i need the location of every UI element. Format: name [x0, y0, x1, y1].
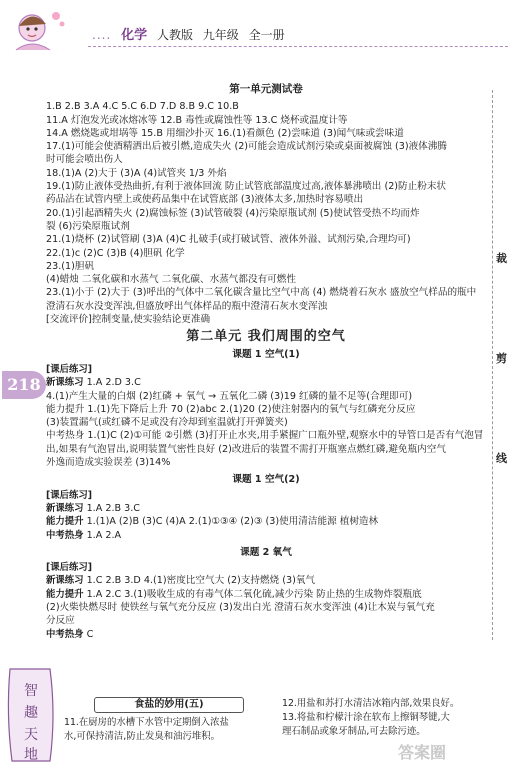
- answer-line: [46, 403, 486, 416]
- answer-text: 出,如果有气泡冒出,说明装置气密性良好 (2)改进后的装置不需打开瓶塞点燃红磷,避免瓶内空气: [46, 443, 446, 455]
- tip-box-right: [282, 697, 492, 739]
- decorative-calligraphy-icon: [4, 665, 58, 765]
- answer-line: [46, 416, 486, 429]
- answer-line: [46, 376, 486, 389]
- answer-line: 时可能会喷出伤人: [46, 154, 123, 166]
- cartoon-girl-illustration-icon: [8, 6, 68, 56]
- page-number: 218: [2, 371, 46, 399]
- header-grade: 九年级: [202, 28, 239, 42]
- section-tag: 能力提升: [46, 588, 84, 600]
- header-volume: 全一册: [248, 28, 285, 42]
- answer-line: 14.A 燃烧匙或坩埚等 15.B 用细沙扑灭 16.(1)看颜色 (2)尝味道 (3)闻气味或尝味道: [46, 127, 404, 139]
- answer-line: [46, 628, 486, 641]
- section-tag: [课后练习]: [46, 489, 93, 501]
- answer-line: 18.(1)A (2)大于 (3)A (4)试管夹 1/3 外焰: [46, 167, 227, 179]
- unit1-test-title: 第一单元测试卷: [229, 83, 303, 95]
- answer-content: [46, 80, 486, 641]
- answer-line: [46, 443, 486, 456]
- answer-text: 1.C 2.B 3.D 4.(1)密度比空气大 (2)支持燃烧 (3)氧气: [86, 575, 316, 587]
- answer-line: (4)蜡烛 二氧化碳和水蒸气 二氧化碳、水蒸气都没有可燃性: [46, 274, 296, 286]
- header-edition: 人教版: [156, 28, 193, 42]
- cut-label-2: 剪: [496, 352, 507, 365]
- answer-text: 外逸而造成实验误差 (3)14%: [46, 457, 171, 469]
- tip-line: 水,可保持清洁,防止发臭和油污堆积。: [64, 731, 220, 742]
- answer-line: [交流评价]控制变量,使实验结论更准确: [46, 314, 211, 326]
- answer-line: 21.(1)烧杯 (2)试管刷 (3)A (4)C 扎破手(或打破试管、液体外溢、试剂污染,合理均可): [46, 234, 411, 246]
- tip-line: 13.将盐和柠檬汁涂在软布上擦铜琴键,大: [282, 712, 450, 723]
- answer-text: 1.A 2.C 3.(1)吸收生成的有毒气体二氧化硫,减少污染 防止热的生成物炸裂瓶底: [86, 588, 422, 600]
- svg-text:地: 地: [24, 747, 38, 763]
- answer-text: 4.(1)产生大量的白烟 (2)红磷 + 氧气 → 五氧化二磷 (3)19 红磷的量不足等(合理即可): [46, 390, 413, 402]
- watermark: 答案圈: [398, 743, 447, 762]
- page-header: [0, 0, 520, 64]
- tip-box-title: 食盐的妙用(五): [94, 697, 244, 713]
- header-dots: ....: [92, 28, 112, 42]
- tip-line: 11.在厨房的水槽下水管中定期倒入浓盐: [64, 717, 229, 728]
- answer-line: 11.A 灯泡发光或冰熔冰等 12.B 毒性或腐蚀性等 13.C 烧杯或温度计等: [46, 114, 348, 126]
- unit1-test-answers: [46, 100, 486, 326]
- answer-line: [46, 456, 486, 469]
- tip-line: 理石制品或象牙制品,可去除污迹。: [282, 726, 426, 737]
- answer-line: [46, 588, 486, 601]
- answer-text: (3)装置漏气(或红磷不足或没有冷却到室温就打开弹簧夹): [46, 417, 288, 429]
- section-tag: 能力提升: [46, 516, 84, 528]
- section-tag: 新课练习: [46, 377, 84, 389]
- answer-line: 23.(1)胆矾: [46, 260, 95, 272]
- answer-line: [46, 529, 486, 542]
- answer-line: 17.(1)可能会使酒精洒出后被引燃,造成失火 (2)可能会造成试剂污染或桌面被腐蚀 (3)液体沸腾: [46, 141, 447, 153]
- answer-line: 药品沾在试管内壁上或使药品集中在试管底部 (3)液体太多,加热时容易喷出: [46, 194, 364, 206]
- answer-text: 1.A 2.B 3.C: [86, 502, 140, 514]
- answer-line: 19.(1)防止液体受热曲折,有利于液体回流 防止试管底部温度过高,液体暴沸喷出 (2)防止粉末状: [46, 181, 447, 193]
- cut-label-1: 裁: [496, 252, 507, 265]
- header-divider: [88, 46, 508, 48]
- section-tag: [课后练习]: [46, 562, 93, 574]
- unit2-title: 第二单元 我们周围的空气: [186, 329, 346, 345]
- answer-line: [46, 429, 486, 442]
- section-tag: 中考热身: [46, 628, 84, 640]
- unit2-answers: [46, 348, 486, 641]
- answer-line: 裂 (6)污染原瓶试剂: [46, 220, 130, 232]
- answer-text: 1.A 2.D 3.C: [86, 377, 141, 389]
- section-tag: 新课练习: [46, 502, 84, 514]
- answer-line: [46, 390, 486, 403]
- answer-text: 分反应: [46, 615, 75, 627]
- answer-line: [46, 601, 486, 614]
- answer-line: [46, 502, 486, 515]
- svg-text:智: 智: [24, 683, 38, 699]
- answer-text: 中考热身 1.(1)C (2)①可能 ②引燃 (3)打开止水夹,用手紧握广口瓶外壁,观察水中的导管口是否有气泡冒: [46, 430, 484, 442]
- answer-text: 1.(1)A (2)B (3)C (4)A 2.(1)①③④ (2)③ (3)使用清洁能源 植树造林: [86, 516, 379, 528]
- answer-text: 能力提升 1.(1)先下降后上升 70 (2)abc 2.(1)20 (2)使注射器内的氧气与红磷充分反应: [46, 403, 416, 415]
- tip-box-left: [64, 697, 274, 744]
- answer-text: C: [86, 628, 94, 640]
- section-tag: 新课练习: [46, 575, 84, 587]
- lesson-title: 课题 1 空气(1): [232, 348, 300, 360]
- tip-line: 12.用盐和苏打水清洁冰箱内部,效果良好。: [282, 698, 460, 709]
- lesson-title: 课题 1 空气(2): [232, 474, 300, 486]
- answer-line: 22.(1)c (2)C (3)B (4)胆矾 化学: [46, 247, 185, 259]
- answer-text: (2)火柴快燃尽时 使铁丝与氧气充分反应 (3)发出白光 澄清石灰水变浑浊 (4)让木炭与氧气充: [46, 601, 435, 613]
- answer-line: [46, 614, 486, 627]
- svg-text:趣: 趣: [24, 705, 38, 721]
- answer-line: 20.(1)引起酒精失火 (2)腐蚀标签 (3)试管破裂 (4)污染原瓶试剂 (5)使试管受热不均而炸: [46, 207, 420, 219]
- header-title-row: [92, 24, 291, 43]
- section-tag: 中考热身: [46, 529, 84, 541]
- answer-line: 澄清石灰水没变浑浊,但盛放呼出气体样品的瓶中澄清石灰水变浑浊: [46, 300, 328, 312]
- svg-text:天: 天: [24, 727, 38, 743]
- cut-label-3: 线: [496, 452, 507, 465]
- header-subject: 化学: [121, 28, 148, 43]
- answer-line: 1.B 2.B 3.A 4.C 5.C 6.D 7.D 8.B 9.C 10.B: [46, 101, 239, 113]
- section-tag: [课后练习]: [46, 363, 93, 375]
- answer-line: [46, 515, 486, 528]
- answer-text: 1.A 2.A: [86, 529, 122, 541]
- cut-line: [492, 90, 494, 640]
- lesson-title: 课题 2 氧气: [240, 546, 292, 558]
- answer-line: 23.(1)小于 (2)大于 (3)呼出的气体中二氧化碳含量比空气中高 (4) 燃烧着石灰水 盛放空气样品的瓶中: [46, 287, 477, 299]
- answer-line: [46, 574, 486, 587]
